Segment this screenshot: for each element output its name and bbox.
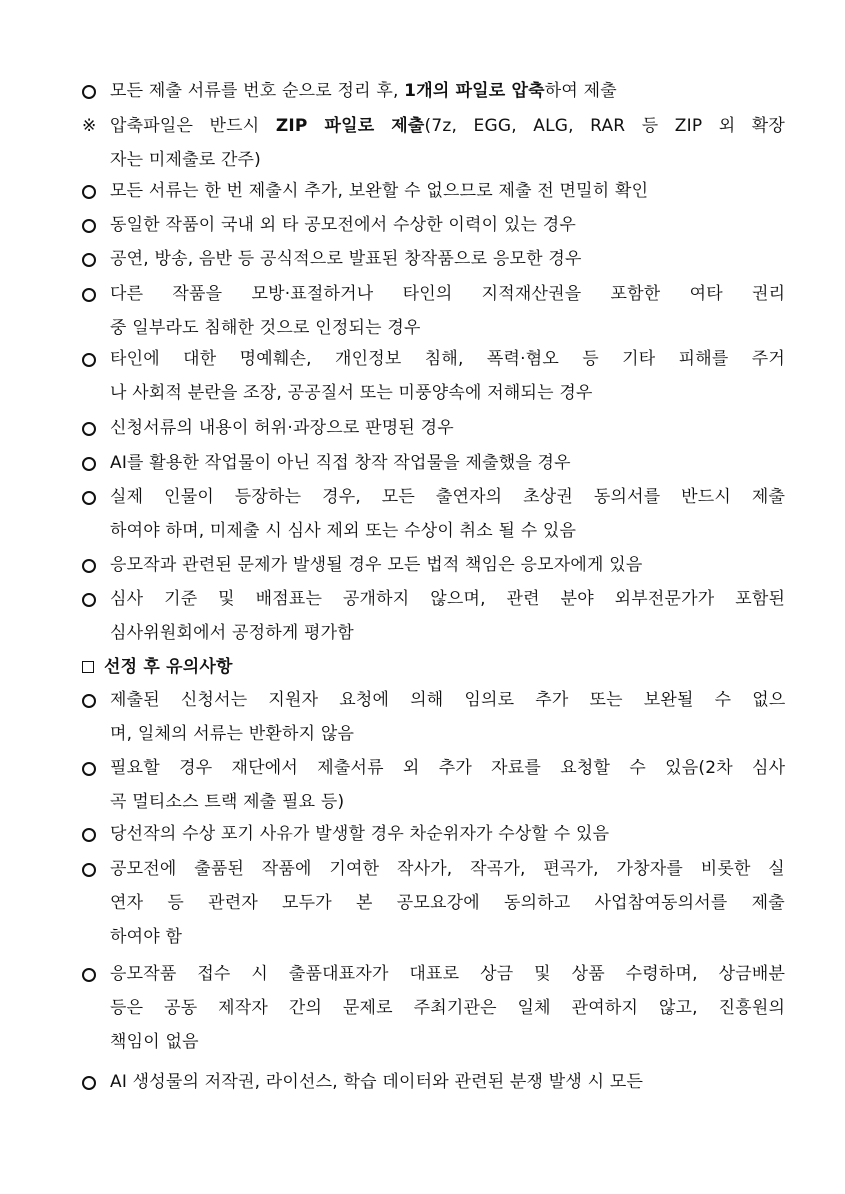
list-item-text-line: AI를 활용한 작업물이 아닌 직접 창작 작업물을 제출했을 경우 bbox=[110, 453, 571, 473]
list-item-text-line: 응모작품 접수 시 출품대표자가 대표로 상금 및 상품 수령하며, 상금배분 bbox=[110, 964, 786, 984]
list-item-text-line: 중 일부라도 침해한 것으로 인정되는 경우 bbox=[110, 318, 421, 338]
list-item-text-line: 곡 멀티소스 트랙 제출 필요 등) bbox=[110, 792, 345, 812]
list-item-text-line: 나 사회적 분란을 조장, 공공질서 또는 미풍양속에 저해되는 경우 bbox=[110, 383, 593, 403]
list-item-text-line: 타인에 대한 명예훼손, 개인정보 침해, 폭력·혐오 등 기타 피해를 주거 bbox=[110, 349, 786, 369]
list-item-text-line: 심사위원회에서 공정하게 평가함 bbox=[110, 623, 354, 643]
list-item-text-line: 당선작의 수상 포기 사유가 발생할 경우 차순위자가 수상할 수 있음 bbox=[110, 824, 610, 844]
list-item-text-line: 실제 인물이 등장하는 경우, 모든 출연자의 초상권 동의서를 반드시 제출 bbox=[110, 487, 786, 507]
list-item-text-line: 하여야 하며, 미제출 시 심사 제외 또는 수상이 취소 될 수 있음 bbox=[110, 521, 577, 541]
list-item-text-line: 공연, 방송, 음반 등 공식적으로 발표된 창작품으로 응모한 경우 bbox=[110, 249, 582, 269]
list-item-text-line: 며, 일체의 서류는 반환하지 않음 bbox=[110, 724, 355, 744]
list-item-text-line: 모든 제출 서류를 번호 순으로 정리 후, 1개의 파일로 압축하여 제출 bbox=[110, 81, 617, 101]
list-item-text-line: 압축파일은 반드시 ZIP 파일로 제출(7z, EGG, ALG, RAR 등 ZIP 외 확장 bbox=[110, 116, 785, 136]
list-item-text-line: 모든 서류는 한 번 제출시 추가, 보완할 수 없으므로 제출 전 면밀히 확인 bbox=[110, 181, 649, 201]
list-item-text-line: 다른 작품을 모방·표절하거나 타인의 지적재산권을 포함한 여타 권리 bbox=[110, 284, 786, 304]
list-item-text-line: 선정 후 유의사항 bbox=[104, 657, 233, 677]
list-item-text-line: 공모전에 출품된 작품에 기여한 작사가, 작곡가, 편곡가, 가창자를 비롯한 실 bbox=[110, 859, 785, 879]
list-item-text-line: 자는 미제출로 간주) bbox=[110, 150, 262, 170]
list-item-text-line: AI 생성물의 저작권, 라이선스, 학습 데이터와 관련된 분쟁 발생 시 모든 bbox=[110, 1072, 644, 1092]
list-item-text-line: 등은 공동 제작자 간의 문제로 주최기관은 일체 관여하지 않고, 진흥원의 bbox=[110, 998, 786, 1018]
list-item-text-line: 제출된 신청서는 지원자 요청에 의해 임의로 추가 또는 보완될 수 없으 bbox=[110, 690, 786, 710]
list-item-text-line: 신청서류의 내용이 허위·과장으로 판명된 경우 bbox=[110, 418, 454, 438]
list-item-text-line: 필요할 경우 재단에서 제출서류 외 추가 자료를 요청할 수 있음(2차 심사 bbox=[110, 758, 786, 778]
reference-mark-icon: ※ bbox=[82, 116, 97, 136]
list-item-text-line: 연자 등 관련자 모두가 본 공모요강에 동의하고 사업참여동의서를 제출 bbox=[110, 893, 785, 913]
list-item-text-line: 심사 기준 및 배점표는 공개하지 않으며, 관련 분야 외부전문가가 포함된 bbox=[110, 589, 786, 609]
list-item-text-line: 응모작과 관련된 문제가 발생될 경우 모든 법적 책임은 응모자에게 있음 bbox=[110, 555, 643, 575]
list-item-text-line: 하여야 함 bbox=[110, 927, 183, 947]
list-item-text-line: 책임이 없음 bbox=[110, 1032, 199, 1052]
list-item-text-line: 동일한 작품이 국내 외 타 공모전에서 수상한 이력이 있는 경우 bbox=[110, 215, 576, 235]
